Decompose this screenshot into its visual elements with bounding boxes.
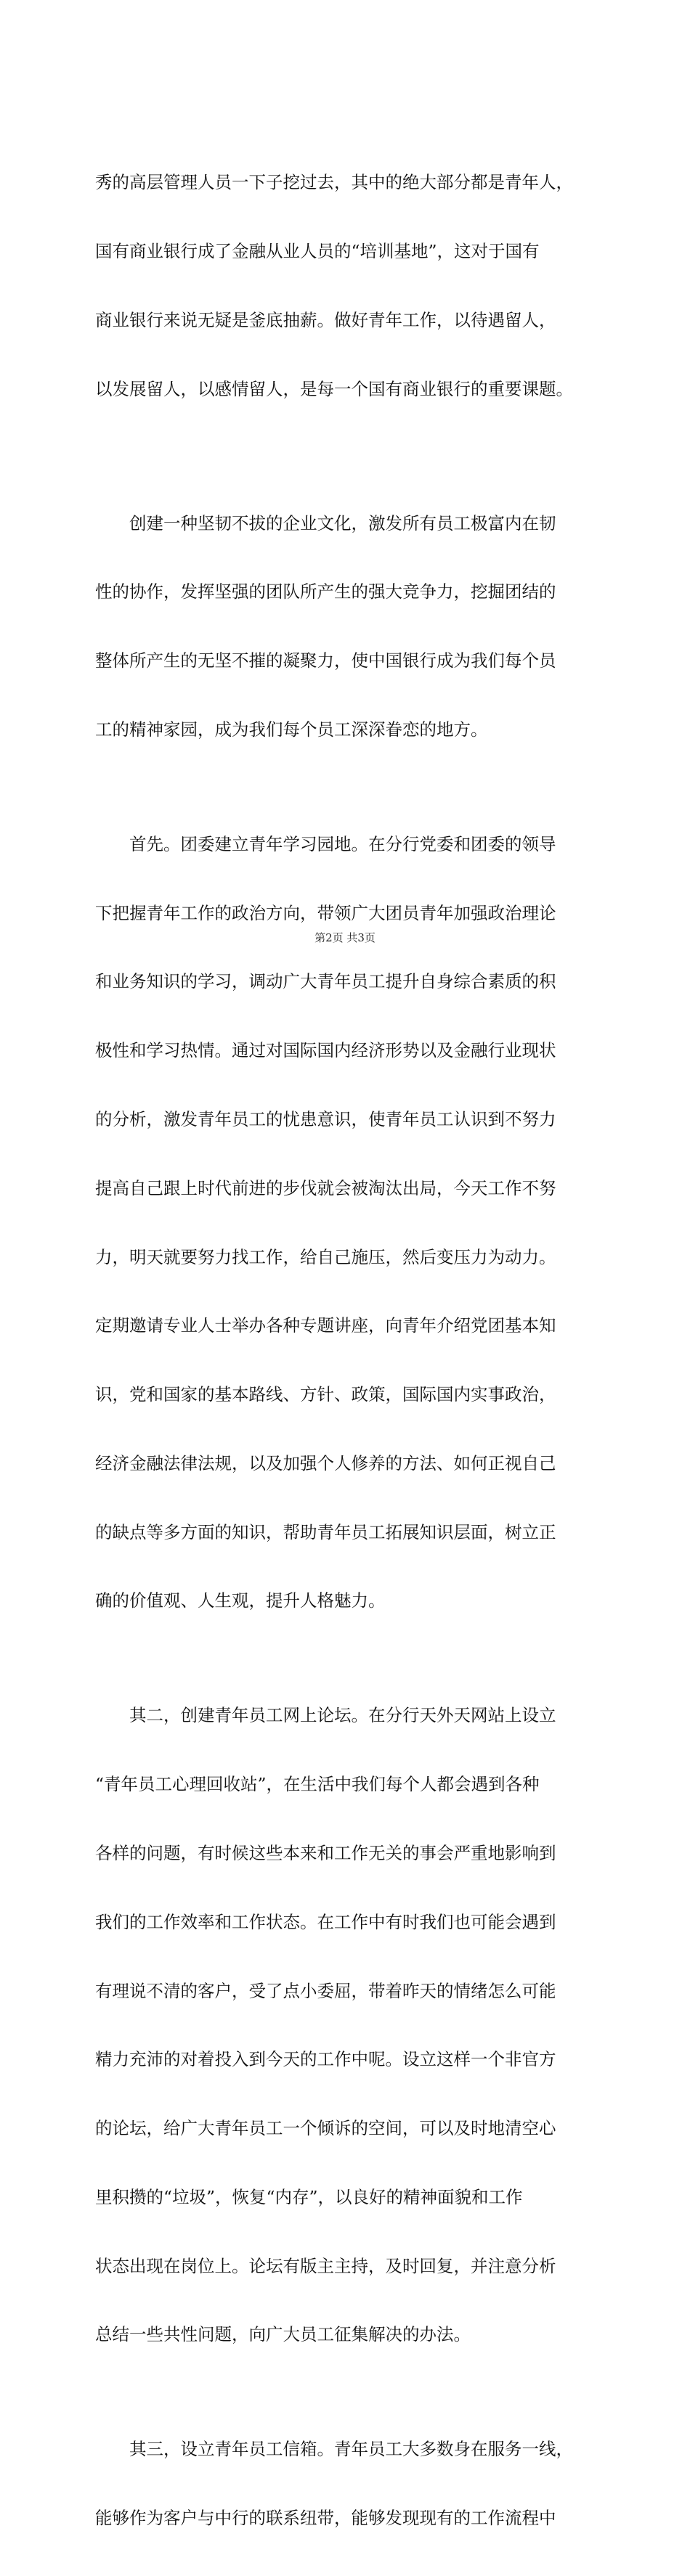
text-line: 以发展留人，以感情留人，是每一个国有商业银行的重要课题。 — [95, 378, 573, 399]
text-line: 我们的工作效率和工作状态。在工作中有时我们也可能会遇到 — [95, 1911, 556, 1932]
text-line: 其三，设立青年员工信箱。青年员工大多数身在服务一线， — [95, 2439, 573, 2460]
text-line: 总结一些共性问题，向广大员工征集解决的办法。 — [95, 2324, 471, 2345]
text-line: 下把握青年工作的政治方向，带领广大团员青年加强政治理论 — [95, 902, 556, 923]
text-line: 其二，创建青年员工网上论坛。在分行天外天网站上设立 — [95, 1705, 556, 1726]
text-line: 首先。团委建立青年学习园地。在分行党委和团委的领导 — [95, 833, 556, 854]
page-number-footer: 第2页 共3页 — [314, 931, 376, 944]
text-line: 整体所产生的无坚不摧的凝聚力，使中国银行成为我们每个员 — [95, 650, 556, 671]
text-line: 极性和学习热情。通过对国际国内经济形势以及金融行业现状 — [95, 1040, 556, 1061]
text-line: 秀的高层管理人员一下子挖过去，其中的绝大部分都是青年人， — [95, 172, 573, 193]
text-line: 里积攒的“垃圾”，恢复“内存”，以良好的精神面貌和工作 — [95, 2186, 523, 2207]
text-line: 识，党和国家的基本路线、方针、政策，国际国内实事政治， — [95, 1384, 556, 1405]
text-line: 的缺点等多方面的知识，帮助青年员工拓展知识层面，树立正 — [95, 1521, 556, 1542]
text-line: “青年员工心理回收站”，在生活中我们每个人都会遇到各种 — [95, 1774, 540, 1795]
text-line: 精力充沛的对着投入到今天的工作中呢。设立这样一个非官方 — [95, 2049, 556, 2070]
text-line: 力，明天就要努力找工作，给自己施压，然后变压力为动力。 — [95, 1246, 556, 1267]
text-line: 的论坛，给广大青年员工一个倾诉的空间，可以及时地清空心 — [95, 2118, 556, 2139]
text-line: 提高自己跟上时代前进的步伐就会被淘汰出局，今天工作不努 — [95, 1177, 556, 1198]
text-line: 工的精神家园，成为我们每个员工深深眷恋的地方。 — [95, 719, 488, 740]
text-line: 确的价值观、人生观，提升人格魅力。 — [95, 1590, 386, 1611]
paragraph-1 — [95, 126, 604, 446]
text-line: 各样的问题，有时候这些本来和工作无关的事会严重地影响到 — [95, 1842, 556, 1863]
paragraph-3 — [95, 788, 604, 1659]
text-line: 性的协作，发挥坚强的团队所产生的强大竞争力，挖掘团结的 — [95, 581, 556, 602]
paragraph-spacer — [95, 446, 604, 466]
text-line: 有理说不清的客户，受了点小委屈，带着昨天的情绪怎么可能 — [95, 1980, 556, 2001]
text-line: 商业银行来说无疑是釜底抽薪。做好青年工作，以待遇留人， — [95, 309, 556, 330]
text-line: 定期邀请专业人士举办各种专题讲座，向青年介绍党团基本知 — [95, 1315, 556, 1336]
paragraph-5 — [95, 2392, 604, 2576]
paragraph-4 — [95, 1659, 604, 2392]
text-line: 国有商业银行成了金融从业人员的“培训基地”，这对于国有 — [95, 240, 540, 261]
text-line: 和业务知识的学习，调动广大青年员工提升自身综合素质的积 — [95, 971, 556, 992]
paragraph-2 — [95, 466, 604, 787]
document-body — [95, 126, 604, 2576]
text-line: 经济金融法律法规，以及加强个人修养的方法、如何正视自己 — [95, 1452, 556, 1473]
text-line: 能够作为客户与中行的联系纽带，能够发现现有的工作流程中 — [95, 2508, 556, 2529]
text-line: 状态出现在岗位上。论坛有版主主持，及时回复，并注意分析 — [95, 2255, 556, 2276]
text-line: 的分析，激发青年员工的忧患意识，使青年员工认识到不努力 — [95, 1108, 556, 1129]
text-line: 创建一种坚韧不拔的企业文化，激发所有员工极富内在韧 — [95, 512, 556, 533]
